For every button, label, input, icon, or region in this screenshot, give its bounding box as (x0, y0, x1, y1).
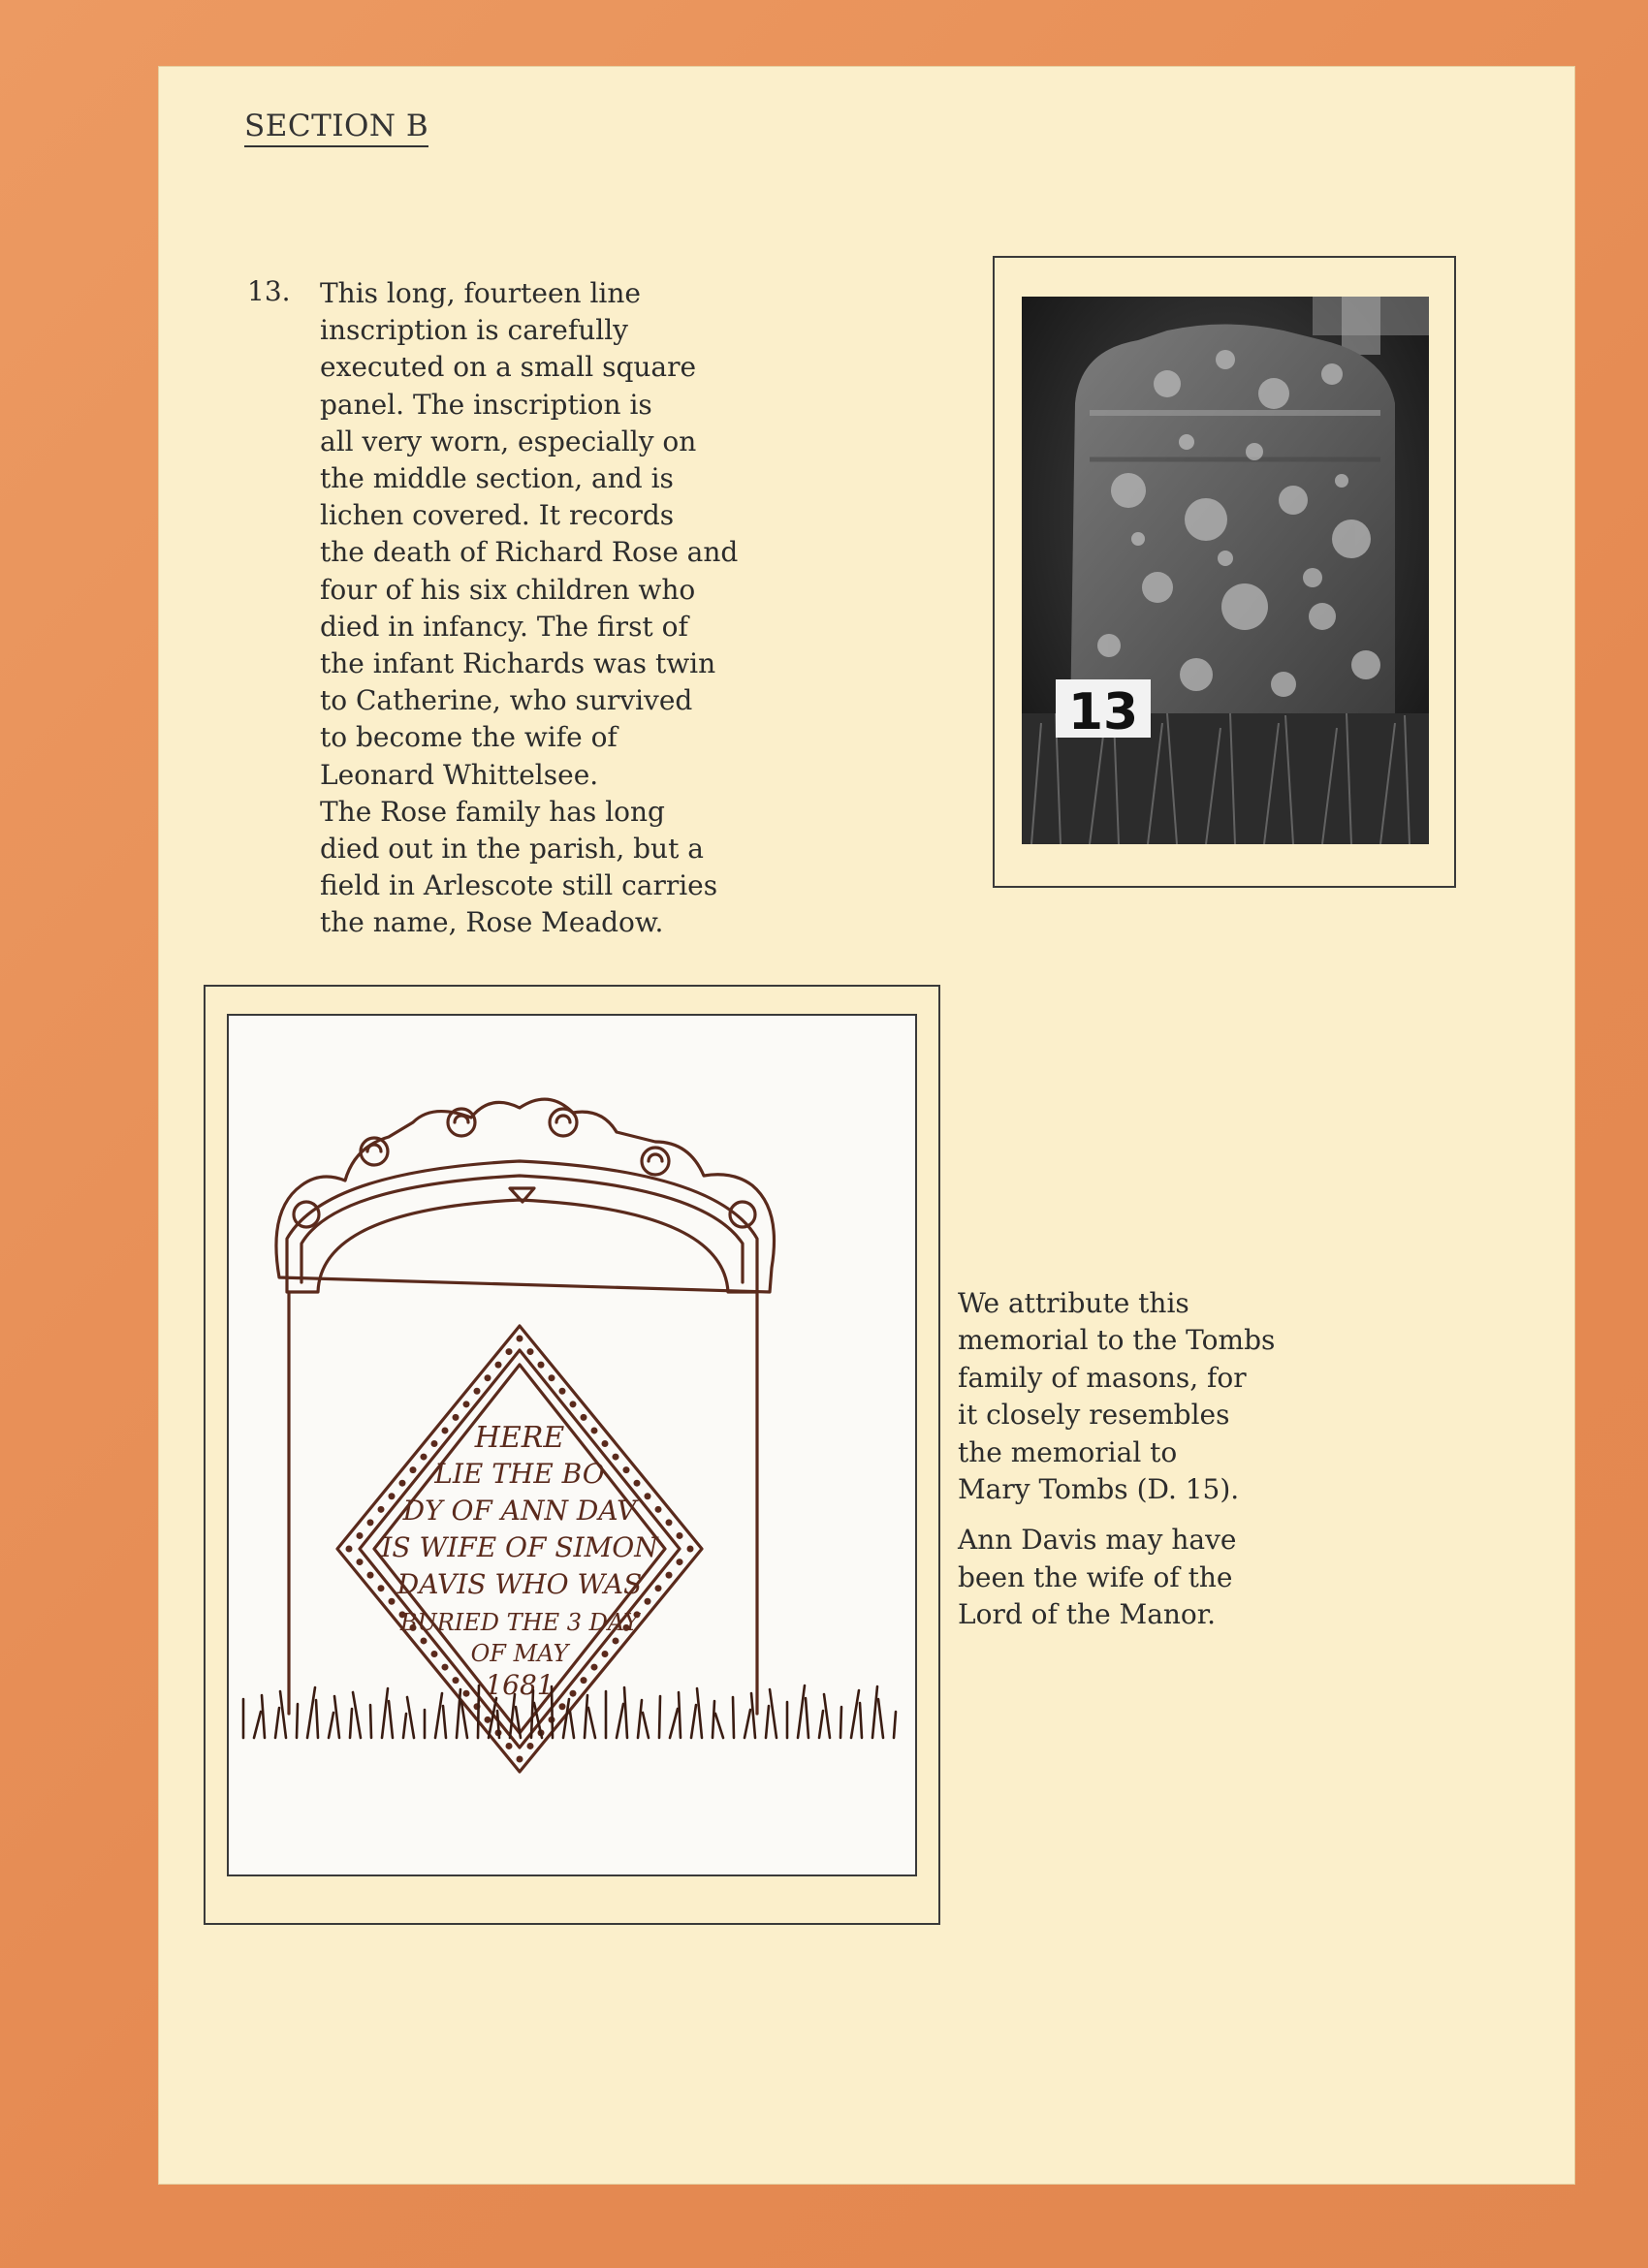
bead-ornament (570, 1401, 577, 1407)
grass-stroke (570, 1712, 574, 1738)
grass-stroke (307, 1687, 315, 1738)
bead-ornament (613, 1454, 619, 1461)
bead-ornament (581, 1677, 587, 1684)
grass-stroke (407, 1697, 414, 1738)
entry-line: executed on a small square (320, 351, 697, 384)
bead-ornament (378, 1585, 385, 1591)
grass-stroke (353, 1692, 361, 1738)
grass-stroke (297, 1704, 298, 1738)
bead-ornament (431, 1651, 438, 1657)
entry-line: lichen covered. It records (320, 499, 675, 532)
inscription-line: HERE (474, 1421, 565, 1455)
grass-stroke (860, 1703, 862, 1738)
bead-ornament (367, 1519, 374, 1526)
bead-ornament (666, 1572, 673, 1579)
bead-ornament (634, 1480, 641, 1487)
grass-stroke (638, 1700, 642, 1738)
grass-stroke (872, 1686, 877, 1738)
bead-ornament (602, 1440, 609, 1447)
section-heading: SECTION B (244, 109, 428, 147)
drawing-frame (204, 985, 940, 1925)
bead-ornament (655, 1506, 662, 1513)
bead-ornament (538, 1362, 545, 1369)
grass-stroke (643, 1713, 649, 1738)
bead-ornament (453, 1677, 460, 1684)
bead-ornament (389, 1493, 396, 1499)
grass-stroke (715, 1714, 723, 1738)
grass-stroke (751, 1693, 755, 1738)
note-line: We attribute this (958, 1287, 1189, 1319)
bead-ornament (623, 1466, 630, 1473)
grass-stroke (679, 1692, 681, 1738)
bead-ornament (645, 1598, 651, 1605)
inscription-line: 1681 (485, 1669, 555, 1701)
bead-ornament (517, 1336, 523, 1342)
note-line: Lord of the Manor. (958, 1598, 1216, 1631)
bead-ornament (655, 1585, 662, 1591)
entry-line: Leonard Whittelsee. (320, 758, 599, 791)
note-line: family of masons, for (958, 1361, 1247, 1394)
bead-ornament (346, 1546, 353, 1553)
note-line: the memorial to (958, 1435, 1178, 1468)
grass-stroke (745, 1710, 750, 1738)
bead-ornament (591, 1664, 598, 1671)
bead-ornament (517, 1756, 523, 1763)
grass-stroke (478, 1685, 479, 1738)
bead-ornament (495, 1362, 502, 1369)
grass-stroke (334, 1696, 339, 1738)
grass-stroke (552, 1686, 553, 1738)
grass-stroke (329, 1713, 333, 1738)
inscription-line: BURIED THE 3 DAY (399, 1609, 640, 1636)
grass-stroke (316, 1700, 318, 1738)
bead-ornament (591, 1427, 598, 1433)
entry-line: This long, fourteen line (320, 277, 641, 309)
bead-ornament (485, 1717, 491, 1723)
grass-stroke (435, 1693, 442, 1738)
bead-ornament (410, 1466, 417, 1473)
bead-ornament (453, 1414, 460, 1421)
bead-ornament (645, 1493, 651, 1499)
grass-stroke (713, 1701, 714, 1738)
grass-stroke (588, 1708, 595, 1738)
entry-number: 13. (247, 275, 291, 307)
note-line: Mary Tombs (D. 15). (958, 1473, 1240, 1506)
bead-ornament (485, 1374, 491, 1381)
entry-line: four of his six children who (320, 573, 696, 606)
entry-line: died in infancy. The first of (320, 610, 688, 643)
inscription-line: IS WIFE OF SIMON (381, 1531, 658, 1563)
entry-paragraph (320, 275, 863, 942)
bead-ornament (357, 1559, 364, 1565)
grass-stroke (280, 1691, 286, 1738)
grass-stroke (617, 1704, 623, 1738)
grass-stroke (389, 1701, 393, 1738)
entry-line: the infant Richards was twin (320, 647, 716, 680)
grass-stroke (624, 1687, 627, 1738)
inscription-line: DY OF ANN DAV (402, 1495, 637, 1527)
bead-ornament (367, 1572, 374, 1579)
grass-stroke (443, 1706, 446, 1738)
bead-ornament (506, 1743, 513, 1749)
bead-ornament (666, 1519, 673, 1526)
bead-ornament (570, 1690, 577, 1697)
bead-ornament (442, 1427, 449, 1433)
grass-stroke (262, 1695, 265, 1738)
grass-stroke (350, 1709, 352, 1738)
bead-ornament (442, 1664, 449, 1671)
grass-stroke (798, 1685, 805, 1738)
grass-stroke (697, 1688, 702, 1738)
grass-stroke (254, 1712, 261, 1738)
memorial-drawing (229, 1016, 915, 1874)
grass-stroke (824, 1694, 830, 1738)
entry-line: the death of Richard Rose and (320, 536, 739, 569)
bead-ornament (431, 1440, 438, 1447)
entry-line: to Catherine, who survived (320, 684, 693, 717)
grass-stroke (691, 1705, 696, 1738)
bead-ornament (677, 1532, 683, 1539)
grass-stroke (806, 1698, 808, 1738)
inscription-line: OF MAY (470, 1640, 569, 1667)
bead-ornament (463, 1401, 470, 1407)
photo-marker-number: 13 (1067, 683, 1139, 741)
bead-ornament (421, 1637, 428, 1644)
bead-ornament (677, 1559, 683, 1565)
bead-ornament (421, 1454, 428, 1461)
bead-ornament (549, 1374, 555, 1381)
grass-stroke (878, 1699, 883, 1738)
gravestone-photo (1022, 297, 1429, 844)
grass-stroke (770, 1689, 776, 1738)
grass-stroke (370, 1705, 371, 1738)
gravestone-photo-image (1022, 297, 1429, 844)
grass-stroke (819, 1711, 823, 1738)
entry-line: died out in the parish, but a (320, 833, 704, 866)
bead-ornament (357, 1532, 364, 1539)
bead-ornament (581, 1414, 587, 1421)
bead-ornament (527, 1348, 534, 1355)
grass-stroke (733, 1697, 734, 1738)
entry-line: field in Arlescote still carries (320, 869, 718, 902)
grass-stroke (851, 1690, 859, 1738)
grass-stroke (659, 1696, 660, 1738)
entry-line: the middle section, and is (320, 462, 674, 495)
entry-line: to become the wife of (320, 721, 618, 754)
bead-ornament (527, 1743, 534, 1749)
grass-stroke (403, 1714, 406, 1738)
grass-stroke (670, 1709, 678, 1738)
note-line: been the wife of the (958, 1560, 1233, 1593)
bead-ornament (559, 1388, 566, 1395)
attribution-note (958, 1285, 1384, 1634)
photo-frame (993, 256, 1456, 888)
entry-line: all very worn, especially on (320, 425, 697, 457)
bead-ornament (378, 1506, 385, 1513)
grass-stroke (766, 1706, 769, 1738)
grass-stroke (894, 1712, 896, 1738)
note-line: memorial to the Tombs (958, 1324, 1276, 1357)
entry-line: The Rose family has long (320, 795, 665, 828)
bead-ornament (474, 1388, 481, 1395)
note-line: Ann Davis may have (958, 1524, 1237, 1557)
inscription-line: LIE THE BO (434, 1458, 605, 1490)
note-line: it closely resembles (958, 1399, 1230, 1432)
entry-line: the name, Rose Meadow. (320, 906, 664, 939)
bead-ornament (389, 1598, 396, 1605)
bead-ornament (602, 1651, 609, 1657)
bead-ornament (687, 1546, 694, 1553)
inscription-line: DAVIS WHO WAS (396, 1568, 643, 1600)
grass-stroke (840, 1707, 841, 1738)
bead-ornament (463, 1690, 470, 1697)
grass-stroke (382, 1688, 388, 1738)
grass-stroke (585, 1695, 587, 1738)
entry-line: inscription is carefully (320, 314, 628, 347)
bead-ornament (613, 1637, 619, 1644)
bead-ornament (506, 1348, 513, 1355)
entry-line: panel. The inscription is (320, 388, 652, 421)
bead-ornament (399, 1480, 406, 1487)
bead-ornament (559, 1703, 566, 1710)
grass-stroke (275, 1708, 279, 1738)
drawing-panel (227, 1014, 917, 1876)
